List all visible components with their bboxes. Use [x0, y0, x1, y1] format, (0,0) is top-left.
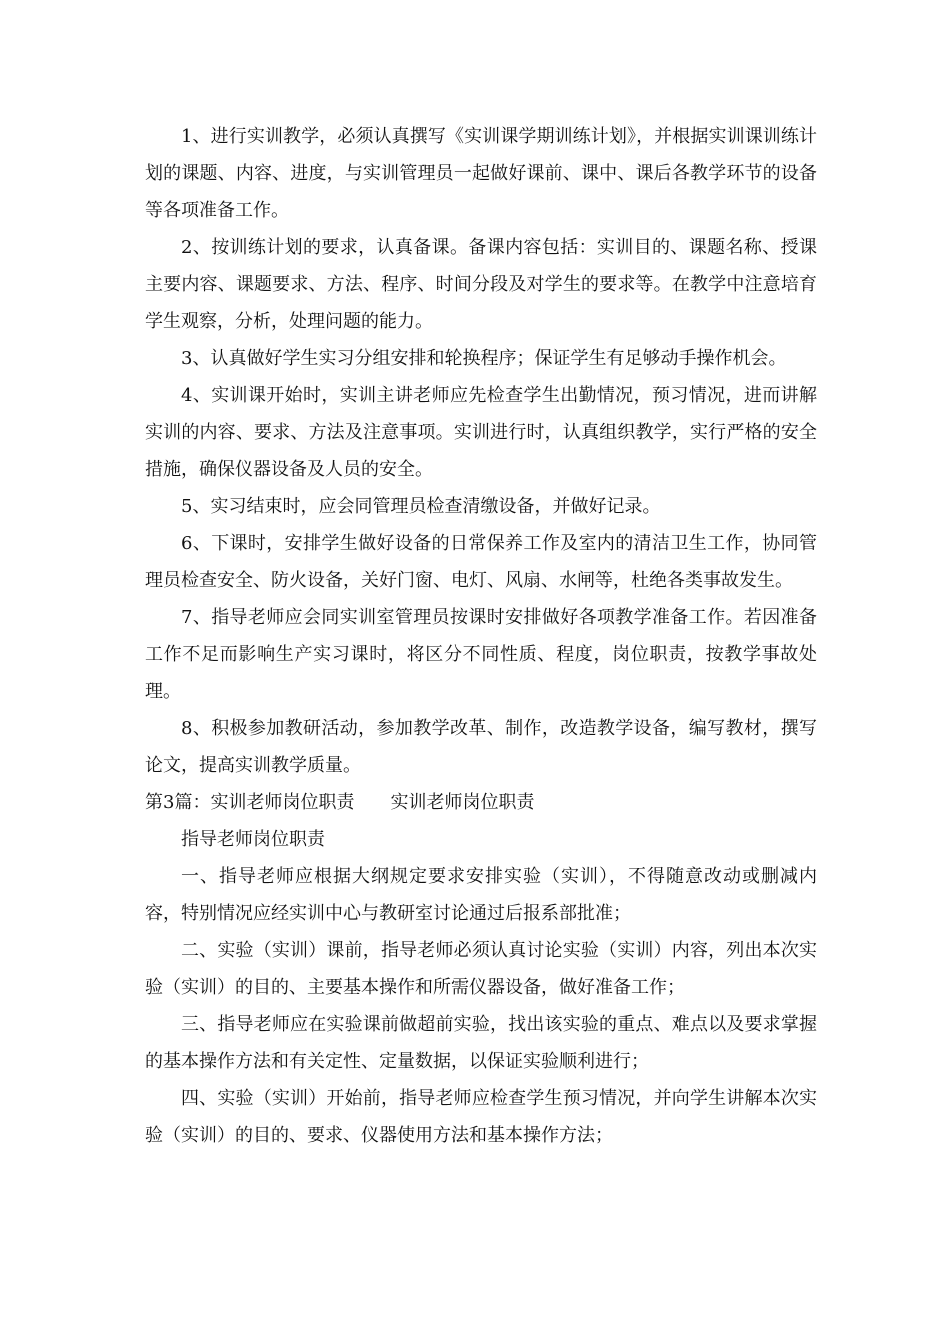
paragraph-1: 1、进行实训教学，必须认真撰写《实训课学期训练计划》，并根据实训课训练计划的课题、内容、进度，与实训管理员一起做好课前、课中、课后各教学环节的设备等各项准备工作。	[145, 126, 817, 221]
section-heading-title: 实训老师岗位职责	[390, 792, 535, 813]
paragraph-4: 4、实训课开始时，实训主讲老师应先检查学生出勤情况，预习情况，进而讲解实训的内容、要求、方法及注意事项。实训进行时，认真组织教学，实行严格的安全措施，确保仪器设备及人员的安全。	[145, 385, 817, 480]
paragraph-2: 2、按训练计划的要求，认真备课。备课内容包括：实训目的、课题名称、授课主要内容、课题要求、方法、程序、时间分段及对学生的要求等。在教学中注意培育学生观察，分析，处理问题的能力。	[145, 237, 817, 332]
section-heading-label: 第3篇：实训老师岗位职责	[145, 792, 355, 813]
subheading: 指导老师岗位职责	[181, 829, 325, 850]
paragraph-8: 8、积极参加教研活动，参加教学改革、制作，改造教学设备，编写教材，撰写论文，提高实训教学质量。	[145, 718, 817, 776]
duty-item-2: 二、实验（实训）课前，指导老师必须认真讨论实验（实训）内容，列出本次实验（实训）的目的、主要基本操作和所需仪器设备，做好准备工作；	[145, 940, 817, 998]
paragraph-6: 6、下课时，安排学生做好设备的日常保养工作及室内的清洁卫生工作，协同管理员检查安全、防火设备，关好门窗、电灯、风扇、水闸等，杜绝各类事故发生。	[145, 533, 817, 591]
duty-item-1: 一、指导老师应根据大纲规定要求安排实验（实训），不得随意改动或删减内容，特别情况应经实训中心与教研室讨论通过后报系部批准；	[145, 866, 817, 924]
paragraph-5: 5、实习结束时，应会同管理员检查清缴设备，并做好记录。	[181, 496, 661, 517]
document-body	[145, 118, 817, 1154]
paragraph-7: 7、指导老师应会同实训室管理员按课时安排做好各项教学准备工作。若因准备工作不足而影响生产实习课时，将区分不同性质、程度，岗位职责，按教学事故处理。	[145, 607, 817, 702]
duty-item-4: 四、实验（实训）开始前，指导老师应检查学生预习情况，并向学生讲解本次实验（实训）的目的、要求、仪器使用方法和基本操作方法；	[145, 1088, 817, 1146]
duty-item-3: 三、指导老师应在实验课前做超前实验，找出该实验的重点、难点以及要求掌握的基本操作方法和有关定性、定量数据，以保证实验顺利进行；	[145, 1014, 817, 1072]
paragraph-3: 3、认真做好学生实习分组安排和轮换程序；保证学生有足够动手操作机会。	[181, 348, 787, 369]
section-heading	[145, 784, 817, 821]
